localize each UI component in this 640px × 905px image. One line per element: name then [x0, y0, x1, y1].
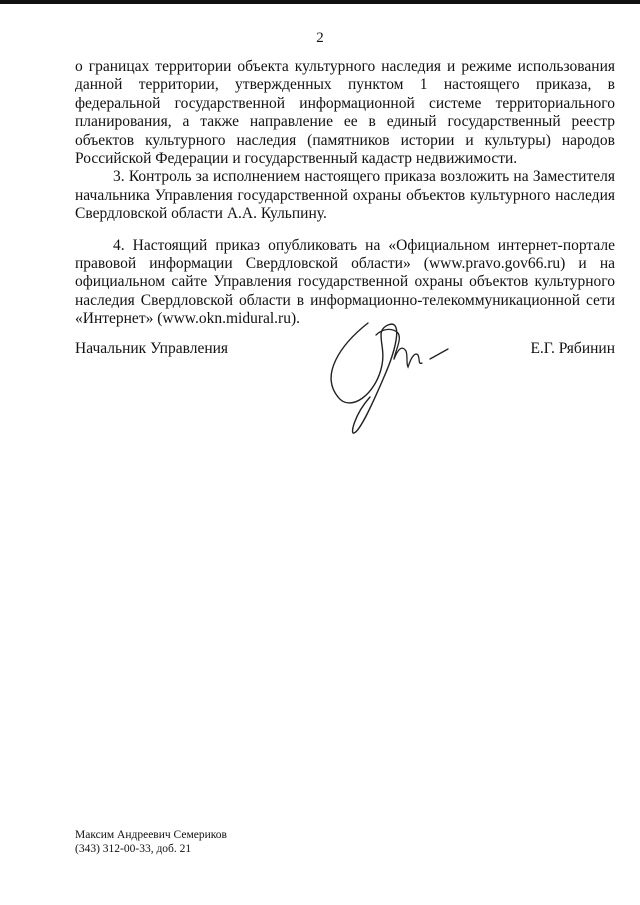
page-number: 2	[316, 30, 324, 46]
handwritten-signature	[310, 305, 460, 445]
contact-block	[75, 828, 227, 856]
paragraph-continuation: о границах территории объекта культурного наследия и режиме использования данной территории, утвержденных пунктом 1 настоящего приказа, в федеральной государственной информационной системе территориального планирования, а также направление ее в единый государственный реестр объектов культурного наследия (памятников истории и культуры) народов Российской Федерации и государственный кадастр недвижимости.	[75, 58, 615, 168]
signer-title: Начальник Управления	[75, 340, 229, 357]
signer-name: Е.Г. Рябинин	[530, 340, 615, 357]
paragraph-3: 3. Контроль за исполнением настоящего приказа возложить на Заместителя начальника Управления государственной охраны объектов культурного наследия Свердловской области А.А. Кульпину.	[75, 168, 615, 223]
contact-phone: (343) 312-00-33, доб. 21	[75, 843, 192, 855]
contact-name: Максим Андреевич Семериков	[75, 829, 227, 841]
scan-top-edge	[0, 0, 640, 4]
paragraph-4: 4. Настоящий приказ опубликовать на «Официальном интернет-портале правовой информации Свердловской области» (www.pravo.gov66.ru) и на официальном сайте Управления государственной охраны объектов культурного наследия Свердловской области в информационно-телекоммуникационной сети «Интернет» (www.okn.midural.ru).	[75, 236, 615, 328]
document-body	[75, 58, 615, 329]
